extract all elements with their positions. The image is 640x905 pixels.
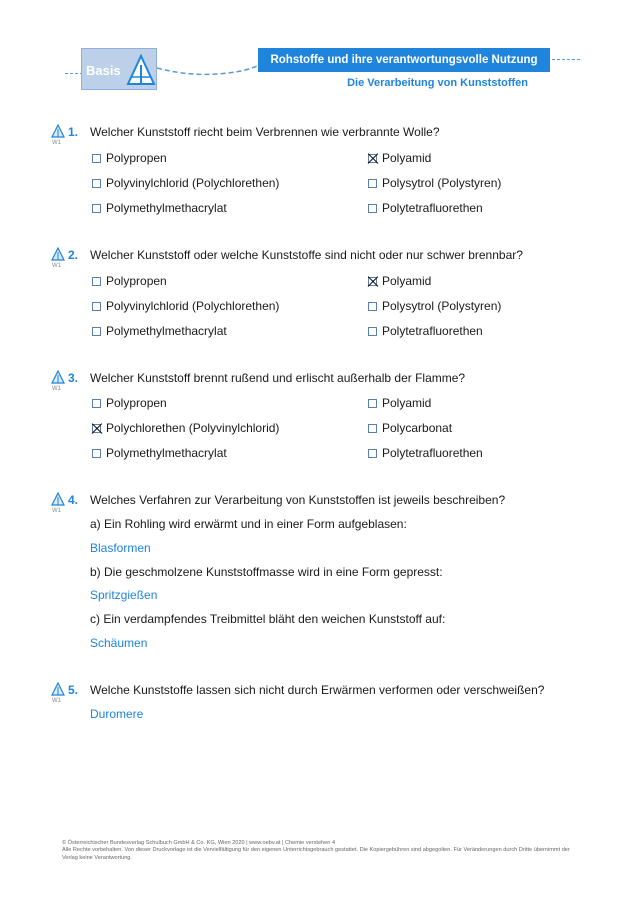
answer-text: Schäumen: [90, 636, 148, 650]
checkbox-checked[interactable]: [92, 424, 101, 433]
option-label: Polypropen: [106, 151, 167, 165]
question-tag: W1: [52, 140, 61, 146]
question-text: Welcher Kunststoff oder welche Kunststoffe sind nicht oder nur schwer brennbar?: [90, 248, 523, 262]
option-label: Polycarbonat: [382, 421, 453, 435]
basis-logo: [81, 48, 157, 90]
option-checkbox[interactable]: [92, 396, 167, 410]
checkbox[interactable]: [368, 449, 377, 458]
checkbox[interactable]: [92, 154, 101, 163]
checkbox[interactable]: [368, 302, 377, 311]
checkbox[interactable]: [92, 399, 101, 408]
option-checkbox[interactable]: [368, 176, 501, 190]
option-checkbox[interactable]: [368, 421, 452, 435]
footer-copyright: © Österreichischer Bundesverlag Schulbuch GmbH & Co. KG, Wien 2020 | www.oebv.at | Chemie verstehen 4: [62, 840, 336, 846]
question-tag: W1: [52, 698, 61, 704]
option-label: Polymethylmethacrylat: [106, 324, 227, 338]
question-number: 1.: [68, 125, 79, 139]
option-checkbox[interactable]: [92, 274, 167, 288]
answer-text: Spritzgießen: [90, 588, 158, 602]
question-number: 3.: [68, 371, 79, 385]
checkbox[interactable]: [92, 277, 101, 286]
sub-question-prompt: b) Die geschmolzene Kunststoffmasse wird in eine Form gepresst:: [90, 565, 443, 579]
option-label: Polymethylmethacrylat: [106, 446, 227, 460]
triangle-level-icon: [51, 370, 65, 384]
checkbox[interactable]: [92, 327, 101, 336]
option-checkbox[interactable]: [368, 151, 431, 165]
footer: [62, 840, 582, 862]
option-checkbox[interactable]: [368, 396, 431, 410]
checkbox[interactable]: [368, 327, 377, 336]
triangle-level-icon: [51, 682, 65, 696]
option-label: Polyvinylchlorid (Polychlorethen): [106, 299, 280, 313]
option-label: Polyvinylchlorid (Polychlorethen): [106, 176, 280, 190]
option-checkbox[interactable]: [368, 274, 431, 288]
option-checkbox[interactable]: [368, 446, 483, 460]
checkbox[interactable]: [92, 179, 101, 188]
checkbox-checked[interactable]: [368, 277, 377, 286]
option-label: Polyamid: [382, 274, 432, 288]
option-checkbox[interactable]: [92, 446, 227, 460]
header-dashed-line-right: [552, 59, 580, 60]
sub-question-prompt: a) Ein Rohling wird erwärmt und in einer Form aufgeblasen:: [90, 517, 407, 531]
checkbox[interactable]: [92, 204, 101, 213]
option-checkbox[interactable]: [368, 324, 483, 338]
option-checkbox[interactable]: [92, 324, 227, 338]
logo-label: Basis: [86, 63, 121, 78]
question-tag: W1: [52, 263, 61, 269]
question-number: 2.: [68, 248, 79, 262]
triangle-level-icon: [126, 53, 156, 87]
checkbox[interactable]: [368, 179, 377, 188]
option-checkbox[interactable]: [92, 176, 279, 190]
option-checkbox[interactable]: [92, 201, 227, 215]
option-label: Polytetrafluorethen: [382, 446, 483, 460]
option-label: Polymethylmethacrylat: [106, 201, 227, 215]
question-tag: W1: [52, 508, 61, 514]
option-checkbox[interactable]: [92, 151, 167, 165]
option-label: Polypropen: [106, 274, 167, 288]
question-text: Welche Kunststoffe lassen sich nicht durch Erwärmen verformen oder verschweißen?: [90, 683, 545, 697]
header-dashed-curve: [157, 56, 261, 80]
question-text: Welcher Kunststoff riecht beim Verbrennen wie verbrannte Wolle?: [90, 125, 440, 139]
option-label: Polytetrafluorethen: [382, 324, 483, 338]
option-label: Polysytrol (Polystyren): [382, 299, 502, 313]
checkbox[interactable]: [92, 449, 101, 458]
option-checkbox[interactable]: [368, 299, 501, 313]
option-label: Polyamid: [382, 396, 432, 410]
checkbox-checked[interactable]: [368, 154, 377, 163]
checkbox[interactable]: [368, 204, 377, 213]
page-subtitle: Die Verarbeitung von Kunststoffen: [347, 77, 528, 89]
checkbox[interactable]: [368, 399, 377, 408]
option-label: Polychlorethen (Polyvinylchlorid): [106, 421, 280, 435]
option-checkbox[interactable]: [368, 201, 483, 215]
question-text: Welches Verfahren zur Verarbeitung von Kunststoffen ist jeweils beschreiben?: [90, 493, 506, 507]
footer-rights: Alle Rechte vorbehalten. Von dieser Druckvorlage ist die Vervielfältigung für den eigenen Unterrichtsgebrauch gestattet. Die Kopiergebühren sind abgegolten. Für Veränderungen durch Dritte übernimmt der Verlag keine Verantwortung.: [62, 847, 570, 861]
question-text: Welcher Kunststoff brennt rußend und erlischt außerhalb der Flamme?: [90, 371, 466, 385]
checkbox[interactable]: [368, 424, 377, 433]
option-label: Polypropen: [106, 396, 167, 410]
checkbox[interactable]: [92, 302, 101, 311]
triangle-level-icon: [51, 247, 65, 261]
option-label: Polysytrol (Polystyren): [382, 176, 502, 190]
answer-text: Blasformen: [90, 541, 151, 555]
triangle-level-icon: [51, 124, 65, 138]
question-number: 5.: [68, 683, 79, 697]
option-label: Polytetrafluorethen: [382, 201, 483, 215]
option-label: Polyamid: [382, 151, 432, 165]
page-title: Rohstoffe und ihre verantwortungsvolle Nutzung: [258, 48, 550, 72]
triangle-level-icon: [51, 492, 65, 506]
option-checkbox[interactable]: [92, 421, 279, 435]
answer-text: Duromere: [90, 707, 144, 721]
question-tag: W1: [52, 386, 61, 392]
sub-question-prompt: c) Ein verdampfendes Treibmittel bläht den weichen Kunststoff auf:: [90, 612, 446, 626]
option-checkbox[interactable]: [92, 299, 279, 313]
question-number: 4.: [68, 493, 79, 507]
